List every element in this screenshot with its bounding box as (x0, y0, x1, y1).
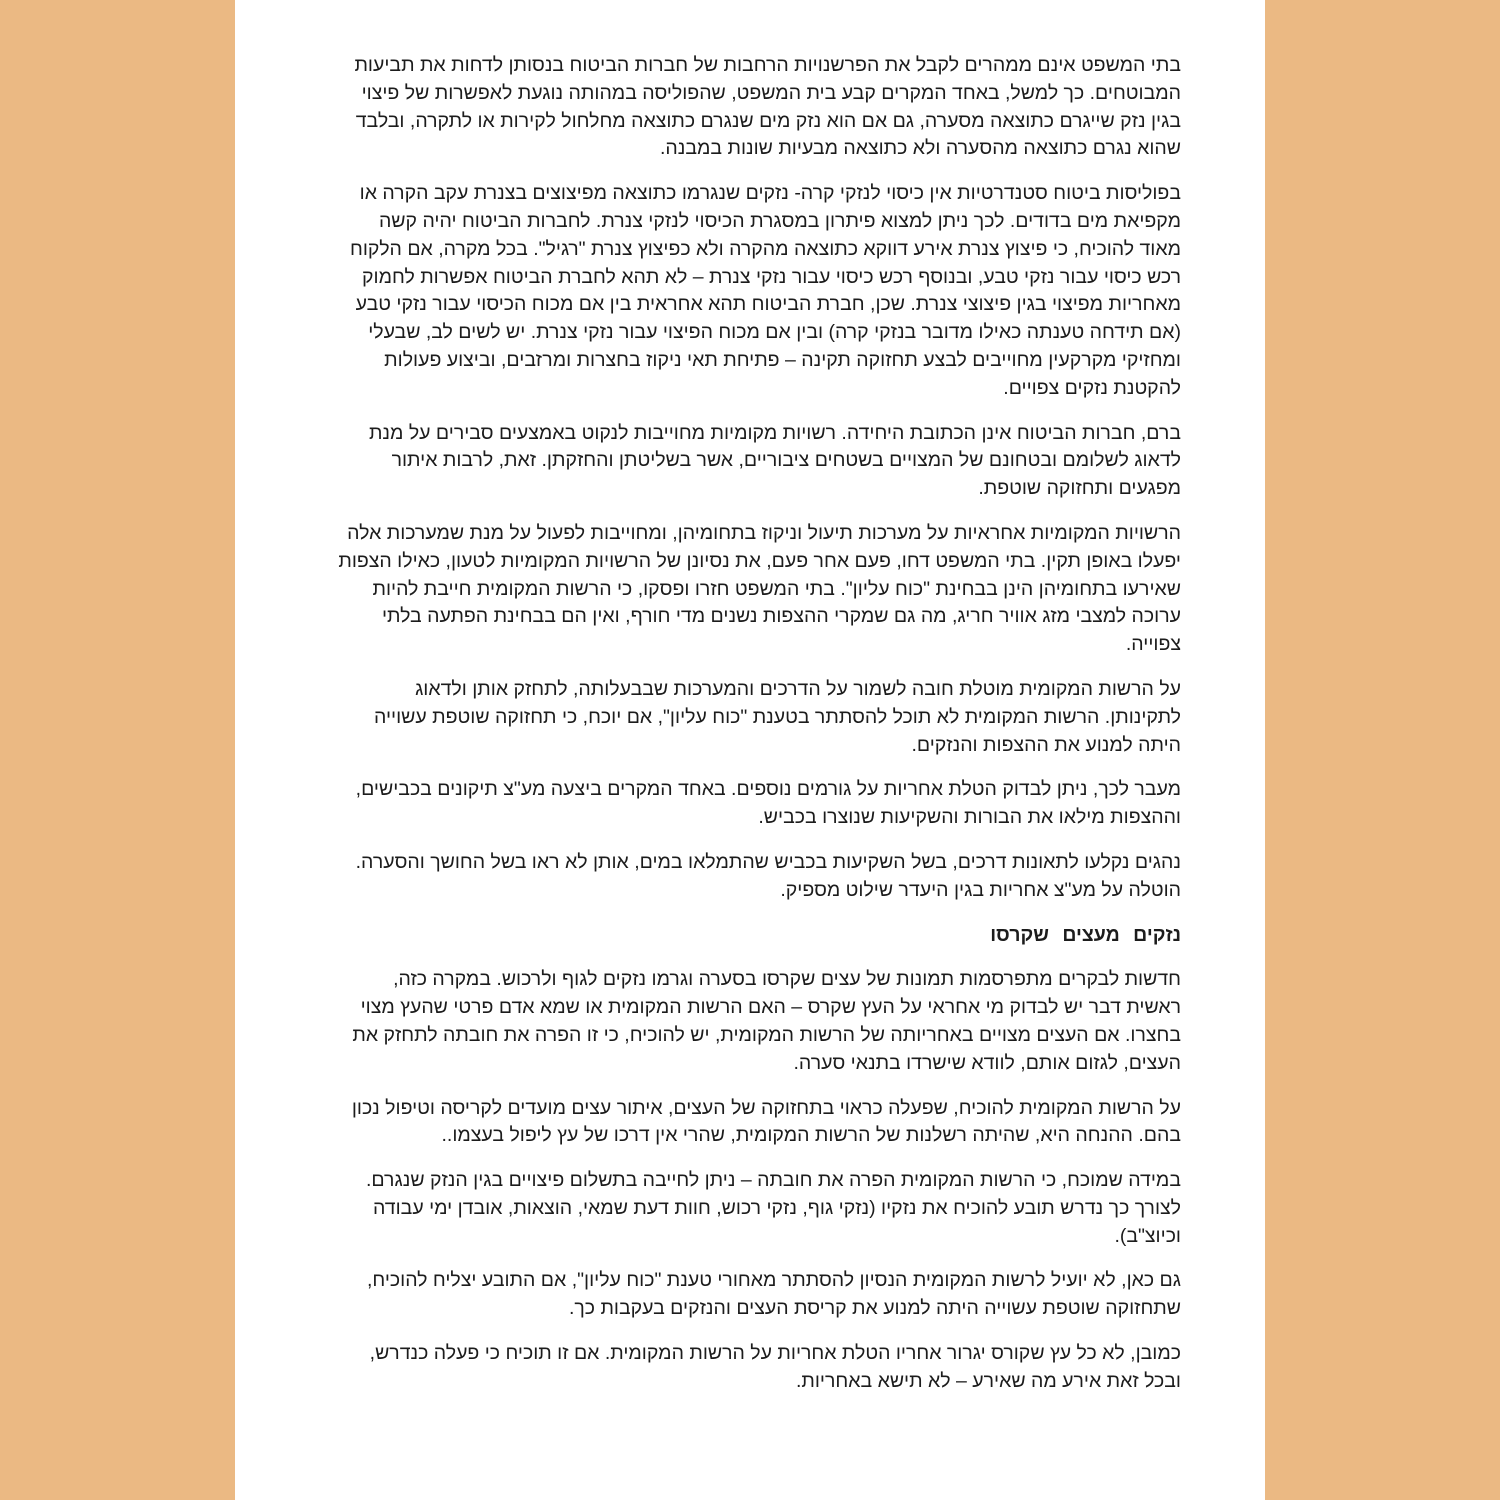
paragraph-tree-maintenance: על הרשות המקומית להוכיח, שפעלה כראוי בתחזוקה של העצים, איתור עצים מועדים לקריסה וטיפול נכון בהם. ההנחה היא, שהיתה רשלנות של הרשות המקומית, שהרי אין דרכו של עץ ליפול בעצמו.. (351, 1096, 1181, 1147)
paragraph-insurance-interpretation: בתי המשפט אינם ממהרים לקבל את הפרשנויות הרחבות של חברות הביטוח בנסותן לדחות את תביעות המבוטחים. כך למשל, באחד המקרים קבע בית המשפט, שהפוליסה במהותה נוגעת לאפשרות של פיצוי בגין נזק שייגרם כתוצאה מסערה, גם אם הוא נזק מים שנגרם כתוצאה מחלחול לקירות או לתקרה, ובלבד שהוא נגרם כתוצאה מהסערה ולא כתוצאה מבעיות שונות במבנה. (354, 54, 1181, 160)
paragraph-road-accidents: נהגים נקלעו לתאונות דרכים, בשל השקיעות בכביש שהתמלאו במים, אותן לא ראו בשל החושך והסערה. הוטלה על מע"צ אחריות בגין היעדר שילוט מספיק. (355, 850, 1181, 901)
paragraph-force-majeure: גם כאן, לא יועיל לרשות המקומית הנסיון להסתתר מאחורי טענת "כוח עליון", אם התובע יצליח להוכיח, שתחזוקה שוטפת עשוייה היתה למנוע את קריסת העצים והנזקים בעקבות כך. (366, 1269, 1181, 1320)
paragraph-additional-parties: מעבר לכך, ניתן לבדוק הטלת אחריות על גורמים נוספים. באחד המקרים ביצעה מע"צ תיקונים בכבישים, וההצפות מילאו את הבורות והשקיעות שנוצרו בכביש. (355, 778, 1181, 829)
section-heading-fallen-trees: נזקים מעצים שקרסו (990, 923, 1181, 946)
paragraph-fallen-trees: חדשות לבקרים מתפרסמות תמונות של עצים שקרסו בסערה וגרמו נזקים לגוף ולרכוש. במקרה כזה, ראשית דבר יש לבדוק מי אחראי על העץ שקרס – האם הרשות המקומית או שמא אדם פרטי שהעץ מצוי בחצרו. אם העצים מצויים באחריותה של הרשות המקומית, יש להוכיח, כי זו הפרה את חובתה לתחזק את העצים, לגזום אותם, לוודא שישרדו בתנאי סערה. (352, 968, 1181, 1074)
paragraph-road-maintenance: על הרשות המקומית מוטלת חובה לשמור על הדרכים והמערכות שבבעלותה, לתחזק אותן ולדאוג לתקינותן. הרשות המקומית לא תוכל להסתתר בטענת "כוח עליון", אם יוכח, כי תחזוקה שוטפת עשוייה היתה למנוע את ההצפות והנזקים. (374, 677, 1181, 756)
paragraph-local-authorities: ברם, חברות הביטוח אינן הכתובת היחידה. רשויות מקומיות מחוייבות לנקוט באמצעים סבירים על מנת לדאוג לשלומם ובטחונם של המצויים בשטחים ציבוריים, אשר בשליטתן והחזקתן. זאת, לרבות איתור מפגעים ותחזוקה שוטפת. (368, 421, 1181, 500)
paragraph-liability-limits: כמובן, לא כל עץ שקורס יגרור אחריו הטלת אחריות על הרשות המקומית. אם זו תוכיח כי פעלה כנדרש, ובכל זאת אירע מה שאירע – לא תישא באחריות. (369, 1342, 1181, 1392)
paragraph-compensation: במידה שמוכח, כי הרשות המקומית הפרה את חובתה – ניתן לחייבה בתשלום פיצויים בגין הנזק שנגרם. לצורך כך נדרש תובע להוכיח את נזקיו (נזקי גוף, נזקי רכוש, חוות דעת שמאי, הוצאות, אובדן ימי עבודה וכיוצ"ב). (366, 1169, 1181, 1247)
paragraph-drainage-systems: הרשויות המקומיות אחראיות על מערכות תיעול וניקוז בתחומיהן, ומחוייבות לפעול על מנת שמערכות אלה יפעלו באופן תקין. בתי המשפט דחו, פעם אחר פעם, את נסיונן של הרשויות המקומיות לטעון, כאילו הצפות שאירעו בתחומיהן הינן בבחינת "כוח עליון". בתי המשפט חזרו ופסקו, כי הרשות המקומית חייבת להיות ערוכה למצבי מזג אוויר חריג, מה גם שמקרי ההצפות נשנים מדי חורף, ואין הם בבחינת הפתעה בלתי צפוייה. (338, 521, 1181, 656)
document-body (338, 52, 1181, 1413)
document-page (235, 0, 1265, 1500)
paragraph-frost-damage: בפוליסות ביטוח סטנדרטיות אין כיסוי לנזקי קרה- נזקים שנגרמו כתוצאה מפיצוצים בצנרת עקב הקרה או מקפיאת מים בדודים. לכך ניתן למצוא פיתרון במסגרת הכיסוי לנזקי צנרת. לחברות הביטוח יהיה קשה מאוד להוכיח, כי פיצוץ צנרת אירע דווקא כתוצאה מהקרה ולא כפיצוץ צנרת "רגיל". בכל מקרה, אם הלקוח רכש כיסוי עבור נזקי טבע, ובנוסף רכש כיסוי עבור נזקי צנרת – לא תהא לחברת הביטוח אפשרות לחמוק מאחריות מפיצוי בגין פיצוצי צנרת. שכן, חברת הביטוח תהא אחראית בין אם מכוח הכיסוי עבור נזקי טבע (אם תידחה טענתה כאילו מדובר בנזקי קרה) ובין אם מכוח הפיצוי עבור נזקי צנרת. יש לשים לב, שבעלי ומחזיקי מקרקעין מחוייבים לבצע תחזוקה תקינה – פתיחת תאי ניקוז בחצרות ומרזבים, וביצוע פעולות להקטנת נזקים צפויים. (350, 182, 1181, 399)
